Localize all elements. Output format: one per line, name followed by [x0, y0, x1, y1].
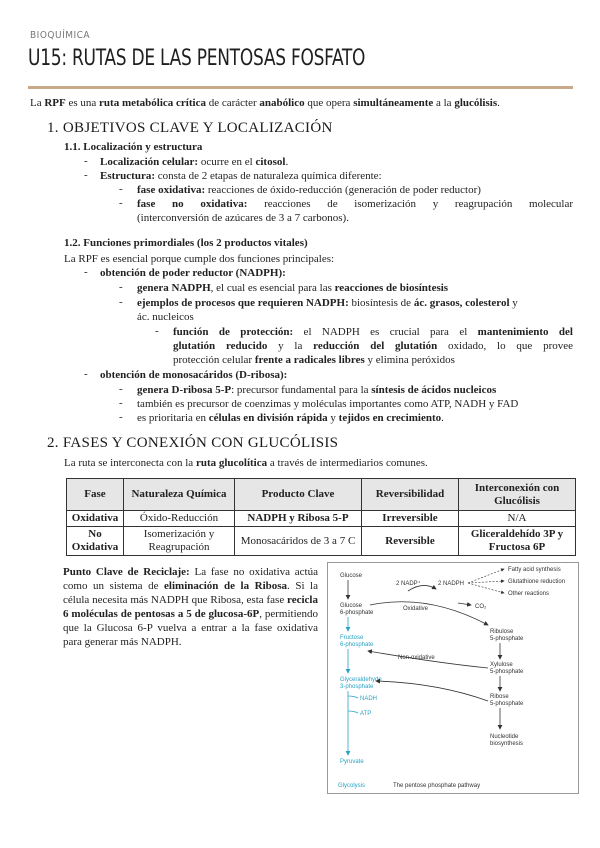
xylulose-label-2: 5-phosphate: [490, 669, 524, 675]
oxidative-label: Oxidative: [403, 606, 429, 612]
column-header: Fase: [67, 479, 124, 511]
list-item: obtención de monosacáridos (D-ribosa):: [100, 369, 288, 381]
table-header-row: [67, 479, 576, 511]
list-item: Estructura: consta de 2 etapas de naturaleza química diferente:: [100, 170, 382, 182]
glucose-label: Glucose: [340, 573, 363, 579]
recycling-note: Punto Clave de Reciclaje: La fase no oxidativa actúa como un sistema de eliminación de la Ribosa. Si la célula necesita más NADPH que Ribosa, esta fase recicla 6 moléculas de pentosas a 5 de glucosa-6P, permitiendo que la Glucosa 6-P vuelva a entrar a la fase oxidativa para generar más NADPH.: [63, 566, 319, 648]
table-cell: N/A: [459, 511, 576, 527]
atp-label: ATP: [360, 711, 372, 717]
list-item-continuation: glutatión reducido y la reducción del glutatión oxidado, lo que provee: [173, 340, 573, 352]
table-cell: Irreversible: [362, 511, 459, 527]
column-header: Producto Clave: [235, 479, 362, 511]
g6p-label: Glucose: [340, 603, 363, 609]
subsection-1-2-text: La RPF es esencial porque cumple dos funciones principales:: [64, 253, 335, 265]
list-item: fase no oxidativa: reacciones de isomerización y reagrupación molecular: [137, 198, 573, 210]
table-row: [67, 511, 576, 527]
column-header: Reversibilidad: [362, 479, 459, 511]
table-row: [67, 527, 576, 556]
subsection-1-1-heading: 1.1. Localización y estructura: [64, 141, 203, 153]
fructose-label-2: 6-phosphate: [340, 642, 374, 648]
section-1-heading: 1. OBJETIVOS CLAVE Y LOCALIZACIÓN: [47, 120, 333, 136]
dashed-arrow: [468, 583, 504, 593]
nadh-label: NADH: [360, 696, 378, 702]
table-cell: NADPH y Ribosa 5-P: [235, 511, 362, 527]
nucleotide-label-2: biosynthesis: [490, 741, 524, 747]
g6p-label-2: 6-phosphate: [340, 610, 374, 616]
glycolysis-label: Glycolysis: [338, 783, 366, 789]
column-header: Interconexión con Glucólisis: [459, 479, 576, 511]
list-item: es prioritaria en células en división rápida y tejidos en crecimiento.: [137, 412, 444, 424]
list-item: ejemplos de procesos que requieren NADPH: biosíntesis de ác. grasos, colesterol y: [137, 297, 518, 309]
table-cell: Monosacáridos de 3 a 7 C: [235, 527, 362, 556]
list-item: Localización celular: ocurre en el citosol.: [100, 156, 289, 168]
table-cell: Óxido-Reducción: [124, 511, 235, 527]
other-label: Other reactions: [508, 591, 550, 597]
glycolysis-arrow: [348, 711, 358, 713]
dashed-arrow: [468, 569, 504, 583]
column-header: Naturaleza Química: [124, 479, 235, 511]
list-item: función de protección: el NADPH es crucial para el mantenimiento del: [173, 326, 573, 338]
dashed-arrow: [468, 581, 504, 583]
ribose-label-2: 5-phosphate: [490, 701, 524, 707]
list-item-continuation: (interconversión de azúcares de 3 a 7 carbonos).: [137, 212, 349, 224]
ribulose-label: Ribulose: [490, 629, 514, 635]
page-title: U15: RUTAS DE LAS PENTOSAS FOSFATO: [28, 46, 366, 71]
table-cell: No Oxidativa: [67, 527, 124, 556]
list-item-continuation: ác. nucleicos: [137, 311, 194, 323]
nucleotide-label: Nucleotide: [490, 734, 519, 740]
section-2-intro: La ruta se interconecta con la ruta glucolítica a través de intermediarios comunes.: [64, 457, 428, 469]
list-item: obtención de poder reductor (NADPH):: [100, 267, 286, 279]
table-cell: Reversible: [362, 527, 459, 556]
title-divider: [28, 86, 573, 89]
table-cell: Isomerización y Reagrupación: [124, 527, 235, 556]
co2-label: CO₂: [475, 604, 487, 610]
subsection-1-2-heading: 1.2. Funciones primordiales (los 2 productos vitales): [64, 237, 308, 249]
arrow: [376, 681, 488, 701]
glycolysis-arrow: [348, 696, 358, 698]
nadp-label: 2 NADP⁺: [396, 581, 421, 587]
gsh-label: Glutathione reduction: [508, 579, 566, 585]
ribose-label: Ribose: [490, 694, 509, 700]
ribulose-label-2: 5-phosphate: [490, 636, 524, 642]
list-item: también es precursor de coenzimas y moléculas importantes como ATP, NADH y FAD: [137, 398, 519, 410]
figure-caption: The pentose phosphate pathway: [393, 783, 481, 789]
list-item: fase oxidativa: reacciones de óxido-reducción (generación de poder reductor): [137, 184, 481, 196]
table-cell: Gliceraldehído 3P y Fructosa 6P: [459, 527, 576, 556]
nonoxidative-label: Non-oxidative: [398, 655, 435, 661]
intro-paragraph: La RPF es una ruta metabólica crítica de carácter anabólico que opera simultáneamente a la glucólisis.: [30, 97, 500, 109]
phases-table: [66, 478, 576, 556]
list-item: genera D-ribosa 5-P: precursor fundamental para la síntesis de ácidos nucleicos: [137, 384, 497, 396]
subject-label: BIOQUÍMICA: [30, 30, 91, 41]
pyruvate-label: Pyruvate: [340, 759, 364, 765]
xylulose-label: Xylulose: [490, 662, 513, 668]
pentose-pathway-figure: [327, 562, 579, 794]
section-2-heading: 2. FASES Y CONEXIÓN CON GLUCÓLISIS: [47, 435, 339, 451]
arrow: [458, 603, 471, 605]
table-cell: Oxidativa: [67, 511, 124, 527]
glyceraldehyde-label: Glyceraldehyde: [340, 677, 382, 683]
list-item-continuation: protección celular frente a radicales libres y elimina peróxidos: [173, 354, 455, 366]
fructose-label: Fructose: [340, 635, 364, 641]
list-item: genera NADPH, el cual es esencial para las reacciones de biosíntesis: [137, 282, 449, 294]
nadph-label: 2 NADPH: [438, 581, 465, 587]
fatty-label: Fatty acid synthesis: [508, 567, 561, 573]
pathway-diagram: [328, 563, 578, 793]
glyceraldehyde-label-2: 3-phosphate: [340, 684, 374, 690]
